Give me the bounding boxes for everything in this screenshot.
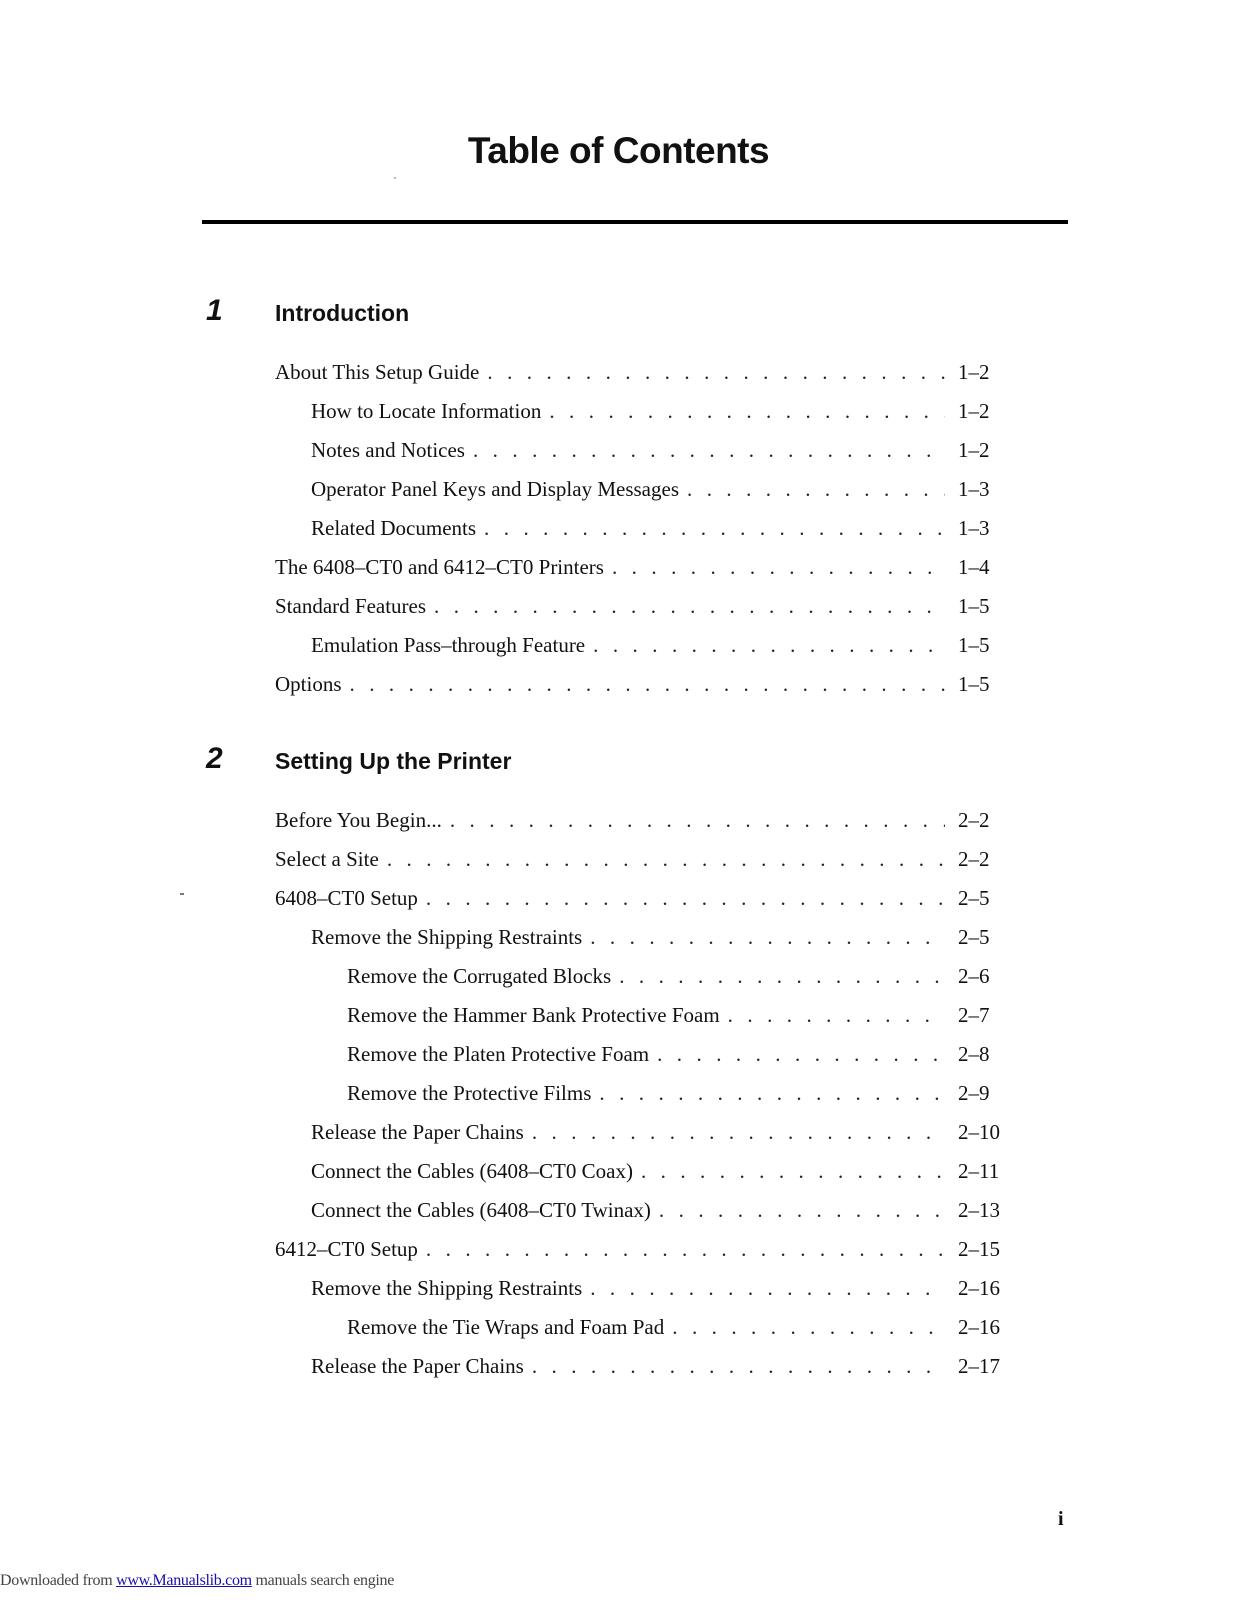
toc-page-number: 1–5 xyxy=(958,633,990,657)
toc-entry-label: Options xyxy=(275,672,342,696)
toc-page-number: 2–6 xyxy=(958,964,990,988)
toc-entry-label: Standard Features xyxy=(275,594,427,618)
toc-entry-label: Emulation Pass–through Feature xyxy=(311,633,586,657)
dot-leader xyxy=(473,436,945,464)
page-title: Table of Contents xyxy=(467,130,770,171)
toc-entry[interactable] xyxy=(275,884,945,912)
chapter-title: Introduction xyxy=(275,300,410,326)
dot-leader xyxy=(659,1196,945,1224)
toc-page-number: 1–4 xyxy=(958,555,990,579)
toc-entry-label: About This Setup Guide xyxy=(275,360,480,384)
toc-entry-label: Release the Paper Chains xyxy=(311,1354,524,1378)
scan-speck xyxy=(394,177,396,179)
toc-entry-label: Related Documents xyxy=(311,516,477,540)
toc-entry[interactable] xyxy=(347,1001,945,1029)
toc-entry[interactable] xyxy=(311,631,945,659)
toc-entry-label: 6412–CT0 Setup xyxy=(275,1237,418,1261)
toc-entry-label: How to Locate Information xyxy=(311,399,542,423)
toc-entry[interactable] xyxy=(347,1040,945,1068)
toc-entry[interactable] xyxy=(311,514,945,542)
dot-leader xyxy=(593,631,945,659)
toc-page-number: 2–7 xyxy=(958,1003,990,1027)
download-footer xyxy=(0,1572,394,1590)
toc-entry[interactable] xyxy=(311,1274,945,1302)
dot-leader xyxy=(350,670,945,698)
dot-leader xyxy=(487,358,945,386)
toc-entry[interactable] xyxy=(311,1352,945,1380)
footer-link[interactable]: www.Manualslib.com xyxy=(116,1572,252,1589)
toc-entry[interactable] xyxy=(311,1157,945,1185)
toc-page-number: 1–5 xyxy=(958,672,990,696)
toc-entry-label: Before You Begin... xyxy=(275,808,442,832)
toc-entry[interactable] xyxy=(311,923,945,951)
toc-entry-label: Notes and Notices xyxy=(311,438,465,462)
dot-leader xyxy=(434,592,945,620)
toc-entry-label: 6408–CT0 Setup xyxy=(275,886,418,910)
toc-entry[interactable] xyxy=(347,1313,945,1341)
toc-page-number: 1–2 xyxy=(958,360,990,384)
toc-page-number: 1–3 xyxy=(958,477,990,501)
toc-entry[interactable] xyxy=(311,1196,945,1224)
toc-page-number: 2–11 xyxy=(958,1159,1000,1183)
dot-leader xyxy=(387,845,945,873)
toc-entry[interactable] xyxy=(275,553,945,581)
toc-entry-label: Remove the Shipping Restraints xyxy=(311,925,583,949)
toc-entry[interactable] xyxy=(275,806,945,834)
dot-leader xyxy=(590,1274,945,1302)
dot-leader xyxy=(687,475,945,503)
page-folio: i xyxy=(1058,1508,1064,1530)
toc-entry-label: Release the Paper Chains xyxy=(311,1120,524,1144)
dot-leader xyxy=(599,1079,945,1107)
dot-leader xyxy=(641,1157,945,1185)
dot-leader xyxy=(450,806,945,834)
toc-entry[interactable] xyxy=(275,670,945,698)
dot-leader xyxy=(426,1235,945,1263)
dot-leader xyxy=(672,1313,945,1341)
toc-entry[interactable] xyxy=(311,397,945,425)
toc-entry-label: Remove the Corrugated Blocks xyxy=(347,964,612,988)
dot-leader xyxy=(590,923,945,951)
footer-prefix: Downloaded from xyxy=(0,1572,117,1589)
chapter-number: 2 xyxy=(206,742,223,775)
toc-page-number: 1–2 xyxy=(958,438,990,462)
dot-leader xyxy=(532,1118,945,1146)
toc-entry[interactable] xyxy=(311,436,945,464)
toc-page-number: 2–13 xyxy=(958,1198,1000,1222)
toc-page-number: 2–2 xyxy=(958,808,990,832)
chapter-number: 1 xyxy=(206,294,223,327)
toc-page-number: 2–5 xyxy=(958,886,990,910)
toc-page-number: 2–17 xyxy=(958,1354,1000,1378)
toc-entry[interactable] xyxy=(347,1079,945,1107)
footer-suffix: manuals search engine xyxy=(251,1572,395,1589)
toc-entry-label: Operator Panel Keys and Display Messages xyxy=(311,477,679,501)
dot-leader xyxy=(426,884,945,912)
toc-page-number: 1–2 xyxy=(958,399,990,423)
toc-entry-label: Remove the Hammer Bank Protective Foam xyxy=(347,1003,720,1027)
toc-page-number: 2–10 xyxy=(958,1120,1000,1144)
toc-entry-label: The 6408–CT0 and 6412–CT0 Printers xyxy=(275,555,604,579)
toc-entry-label: Remove the Protective Films xyxy=(347,1081,592,1105)
dot-leader xyxy=(532,1352,945,1380)
toc-entry[interactable] xyxy=(347,962,945,990)
toc-page-number: 2–9 xyxy=(958,1081,990,1105)
dot-leader xyxy=(549,397,945,425)
toc-entry[interactable] xyxy=(311,475,945,503)
toc-page-number: 2–8 xyxy=(958,1042,990,1066)
toc-page-number: 2–16 xyxy=(958,1315,1000,1339)
toc-entry[interactable] xyxy=(275,1235,945,1263)
toc-entry-label: Remove the Platen Protective Foam xyxy=(347,1042,650,1066)
toc-entry-label: Connect the Cables (6408–CT0 Coax) xyxy=(311,1159,633,1183)
dot-leader xyxy=(484,514,945,542)
toc-entry-label: Select a Site xyxy=(275,847,379,871)
toc-page-number: 2–2 xyxy=(958,847,990,871)
toc-entry-label: Remove the Shipping Restraints xyxy=(311,1276,583,1300)
dot-leader xyxy=(619,962,945,990)
toc-page-number: 2–16 xyxy=(958,1276,1000,1300)
toc-entry[interactable] xyxy=(275,845,945,873)
dot-leader xyxy=(612,553,945,581)
title-rule xyxy=(202,220,1068,224)
toc-page-number: 2–5 xyxy=(958,925,990,949)
dot-leader xyxy=(657,1040,945,1068)
toc-entry[interactable] xyxy=(311,1118,945,1146)
scan-speck xyxy=(180,893,184,895)
toc-entry[interactable] xyxy=(275,358,945,386)
toc-entry-label: Remove the Tie Wraps and Foam Pad xyxy=(347,1315,665,1339)
toc-page-number: 1–3 xyxy=(958,516,990,540)
toc-page-number: 1–5 xyxy=(958,594,990,618)
toc-entry-label: Connect the Cables (6408–CT0 Twinax) xyxy=(311,1198,651,1222)
chapter-title: Setting Up the Printer xyxy=(275,748,512,774)
toc-page-number: 2–15 xyxy=(958,1237,1000,1261)
dot-leader xyxy=(728,1001,945,1029)
toc-entry[interactable] xyxy=(275,592,945,620)
